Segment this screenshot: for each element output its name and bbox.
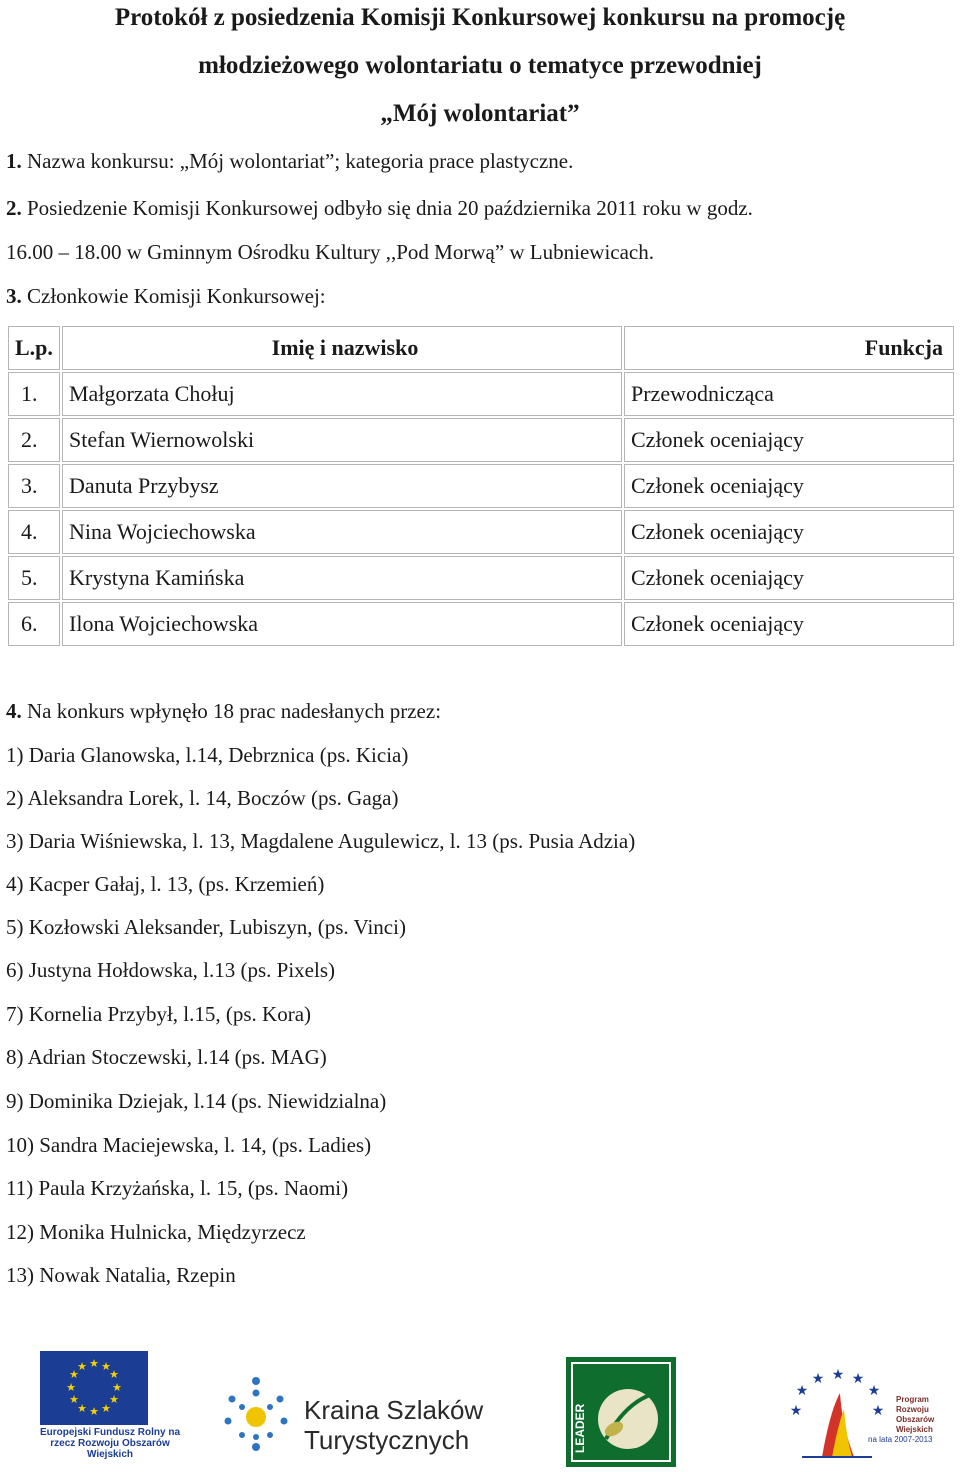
prow-subtext: na lata 2007-2013: [868, 1435, 933, 1444]
table-row: [8, 510, 954, 554]
svg-text:★: ★: [871, 1403, 885, 1419]
list-item: 8) Adrian Stoczewski, l.14 (ps. MAG): [6, 1045, 327, 1069]
section-4: [6, 698, 441, 724]
svg-text:★: ★: [89, 1357, 99, 1370]
leader-emblem-icon: [566, 1357, 676, 1467]
member-name: Małgorzata Chołuj: [62, 372, 622, 416]
member-role: Członek oceniający: [624, 510, 954, 554]
list-item: 4) Kacper Gałaj, l. 13, (ps. Krzemień): [6, 872, 325, 896]
section-3-number: 3.: [6, 284, 22, 308]
member-name: Nina Wojciechowska: [62, 510, 622, 554]
kraina-text-line-1: Kraina Szlaków: [304, 1395, 484, 1425]
svg-text:★: ★: [831, 1367, 845, 1383]
section-2-text: Posiedzenie Komisji Konkursowej odbyło się dnia 20 października 2011 roku w godz.: [21, 196, 753, 220]
row-number: 1.: [8, 372, 60, 416]
table-row: [8, 464, 954, 508]
section-1-number: 1.: [6, 149, 22, 173]
list-item: 7) Kornelia Przybył, l.15, (ps. Kora): [6, 1002, 312, 1026]
member-role: Przewodnicząca: [624, 372, 954, 416]
row-number: 3.: [8, 464, 60, 508]
member-name: Ilona Wojciechowska: [62, 602, 622, 646]
table-header-row: [8, 326, 954, 370]
member-role: Członek oceniający: [624, 418, 954, 462]
svg-text:★: ★: [112, 1381, 122, 1394]
list-item: 11) Paula Krzyżańska, l. 15, (ps. Naomi): [6, 1176, 349, 1200]
svg-text:★: ★: [109, 1368, 119, 1381]
eu-stars-icon: [40, 1351, 148, 1425]
list-item: 1) Daria Glanowska, l.14, Debrznica (ps. Kicia): [6, 743, 409, 767]
member-role: Członek oceniający: [624, 556, 954, 600]
title-line-1: Protokół z posiedzenia Komisji Konkursowej konkursu na promocję: [114, 4, 846, 31]
svg-text:★: ★: [789, 1403, 803, 1419]
kraina-text-line-2: Turystycznych: [304, 1425, 470, 1455]
member-name: Krystyna Kamińska: [62, 556, 622, 600]
prow-flag-logo: [782, 1365, 892, 1465]
svg-text:★: ★: [101, 1360, 111, 1373]
title-line-2: młodzieżowego wolontariatu o tematyce przewodniej: [198, 52, 762, 79]
list-item: 6) Justyna Hołdowska, l.13 (ps. Pixels): [6, 958, 335, 982]
svg-text:★: ★: [69, 1368, 79, 1381]
svg-text:★: ★: [109, 1393, 119, 1406]
svg-text:★: ★: [851, 1371, 865, 1387]
list-item: 12) Monika Hulnicka, Międzyrzecz: [6, 1220, 306, 1244]
section-1-text: Nazwa konkursu: „Mój wolontariat”; kategoria prace plastyczne.: [21, 149, 574, 173]
svg-text:★: ★: [89, 1405, 99, 1418]
svg-text:★: ★: [77, 1402, 87, 1415]
section-1: [6, 148, 573, 174]
section-2: [6, 195, 753, 221]
section-4-number: 4.: [6, 699, 22, 723]
member-name: Stefan Wiernowolski: [62, 418, 622, 462]
section-4-text: Na konkurs wpłynęło 18 prac nadesłanych przez:: [21, 699, 442, 723]
list-item: 5) Kozłowski Aleksander, Lubiszyn, (ps. Vinci): [6, 915, 406, 939]
eu-fund-caption: Europejski Fundusz Rolny na rzecz Rozwoju Obszarów Wiejskich: [39, 1427, 180, 1460]
section-2-continuation: 16.00 – 18.00 w Gminnym Ośrodku Kultury ,,Pod Morwą” w Lubniewicach.: [6, 240, 655, 264]
leader-text: LEADER: [573, 1403, 587, 1453]
member-role: Członek oceniający: [624, 464, 954, 508]
header-lp: L.p.: [8, 326, 60, 370]
header-function: Funkcja: [624, 326, 954, 370]
section-3-text: Członkowie Komisji Konkursowej:: [21, 284, 326, 308]
section-2-number: 2.: [6, 196, 22, 220]
list-item: 2) Aleksandra Lorek, l. 14, Boczów (ps. Gaga): [6, 786, 399, 810]
svg-text:★: ★: [101, 1402, 111, 1415]
leader-logo: [566, 1357, 676, 1467]
section-3: [6, 283, 326, 309]
list-item: 13) Nowak Natalia, Rzepin: [6, 1263, 236, 1287]
svg-text:★: ★: [811, 1371, 825, 1387]
svg-text:★: ★: [69, 1393, 79, 1406]
sun-dots-icon: [220, 1373, 292, 1455]
prow-emblem-icon: [782, 1365, 892, 1465]
table-row: [8, 372, 954, 416]
table-row: [8, 418, 954, 462]
svg-text:★: ★: [795, 1383, 809, 1399]
eu-flag-logo: [40, 1351, 148, 1425]
prow-text: Program Rozwoju Obszarów Wiejskich: [896, 1395, 935, 1434]
svg-text:★: ★: [66, 1381, 76, 1394]
row-number: 6.: [8, 602, 60, 646]
title-line-3: „Mój wolontariat”: [380, 100, 580, 127]
row-number: 5.: [8, 556, 60, 600]
list-item: 10) Sandra Maciejewska, l. 14, (ps. Ladies): [6, 1133, 372, 1157]
svg-text:★: ★: [77, 1360, 87, 1373]
list-item: 3) Daria Wiśniewska, l. 13, Magdalene Augulewicz, l. 13 (ps. Pusia Adzia): [6, 829, 636, 853]
row-number: 4.: [8, 510, 60, 554]
table-row: [8, 556, 954, 600]
members-table: [6, 324, 956, 648]
kraina-logo-text: [304, 1395, 483, 1455]
svg-text:★: ★: [867, 1383, 881, 1399]
table-row: [8, 602, 954, 646]
header-name: Imię i nazwisko: [62, 326, 622, 370]
list-item: 9) Dominika Dziejak, l.14 (ps. Niewidzialna): [6, 1089, 387, 1113]
footer-logos: [0, 1345, 960, 1465]
kraina-sun-logo: [220, 1373, 292, 1455]
member-name: Danuta Przybysz: [62, 464, 622, 508]
row-number: 2.: [8, 418, 60, 462]
member-role: Członek oceniający: [624, 602, 954, 646]
